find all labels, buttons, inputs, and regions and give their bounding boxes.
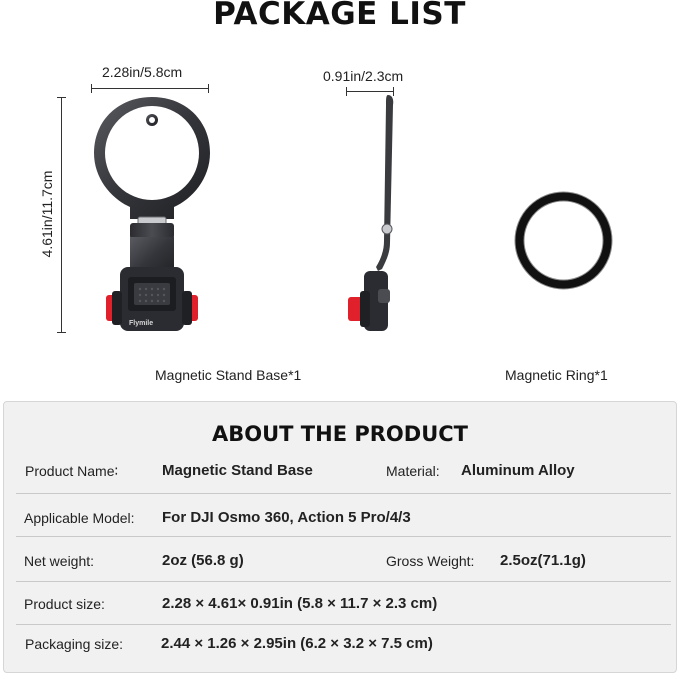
product-size-label: Product size: bbox=[24, 596, 105, 612]
packaging-size-label: Packaging size: bbox=[25, 636, 124, 652]
height-dimension-tick-top bbox=[57, 97, 66, 98]
page-title: PACKAGE LIST bbox=[213, 0, 466, 32]
gross-weight-value: 2.5oz(71.1g) bbox=[500, 552, 586, 569]
width-dimension-label: 2.28in/5.8cm bbox=[102, 64, 183, 80]
net-weight-value: 2oz (56.8 g) bbox=[162, 552, 244, 569]
height-dimension-line bbox=[61, 97, 62, 333]
applicable-model-value: For DJI Osmo 360, Action 5 Pro/4/3 bbox=[162, 509, 411, 526]
product-name-label: Product Name∶ bbox=[25, 463, 119, 479]
depth-dimension-label: 0.91in/2.3cm bbox=[323, 68, 404, 84]
width-dimension-tick-right bbox=[208, 84, 209, 93]
product-size-value: 2.28 × 4.61× 0.91in (5.8 × 11.7 × 2.3 cm) bbox=[162, 595, 438, 612]
stand-base-caption: Magnetic Stand Base*1 bbox=[155, 367, 302, 383]
material-label: Material: bbox=[386, 463, 440, 479]
brand-mark: Flymile bbox=[129, 320, 154, 327]
magnetic-stand-base-front-image bbox=[90, 95, 215, 340]
about-product-title: ABOUT THE PRODUCT bbox=[212, 422, 468, 446]
magnetic-stand-base-side-image bbox=[338, 93, 398, 338]
depth-dimension-line bbox=[346, 91, 394, 92]
about-product-panel bbox=[3, 401, 677, 673]
width-dimension-tick-left bbox=[91, 84, 92, 93]
product-name-value: Magnetic Stand Base bbox=[162, 462, 313, 479]
height-dimension-tick-bottom bbox=[57, 332, 66, 333]
row-divider bbox=[16, 536, 671, 537]
height-dimension-label: 4.61in/11.7cm bbox=[39, 170, 55, 258]
row-divider bbox=[16, 493, 671, 494]
applicable-model-label: Applicable Model: bbox=[24, 510, 135, 526]
row-divider bbox=[16, 624, 671, 625]
magnetic-ring-image bbox=[513, 190, 614, 291]
row-divider bbox=[16, 581, 671, 582]
packaging-size-value: 2.44 × 1.26 × 2.95in (6.2 × 3.2 × 7.5 cm) bbox=[161, 635, 433, 652]
material-value: Aluminum Alloy bbox=[461, 462, 575, 479]
width-dimension-line bbox=[91, 88, 209, 89]
ring-caption: Magnetic Ring*1 bbox=[505, 367, 608, 383]
gross-weight-label: Gross Weight: bbox=[386, 553, 475, 569]
net-weight-label: Net weight: bbox=[24, 553, 95, 569]
